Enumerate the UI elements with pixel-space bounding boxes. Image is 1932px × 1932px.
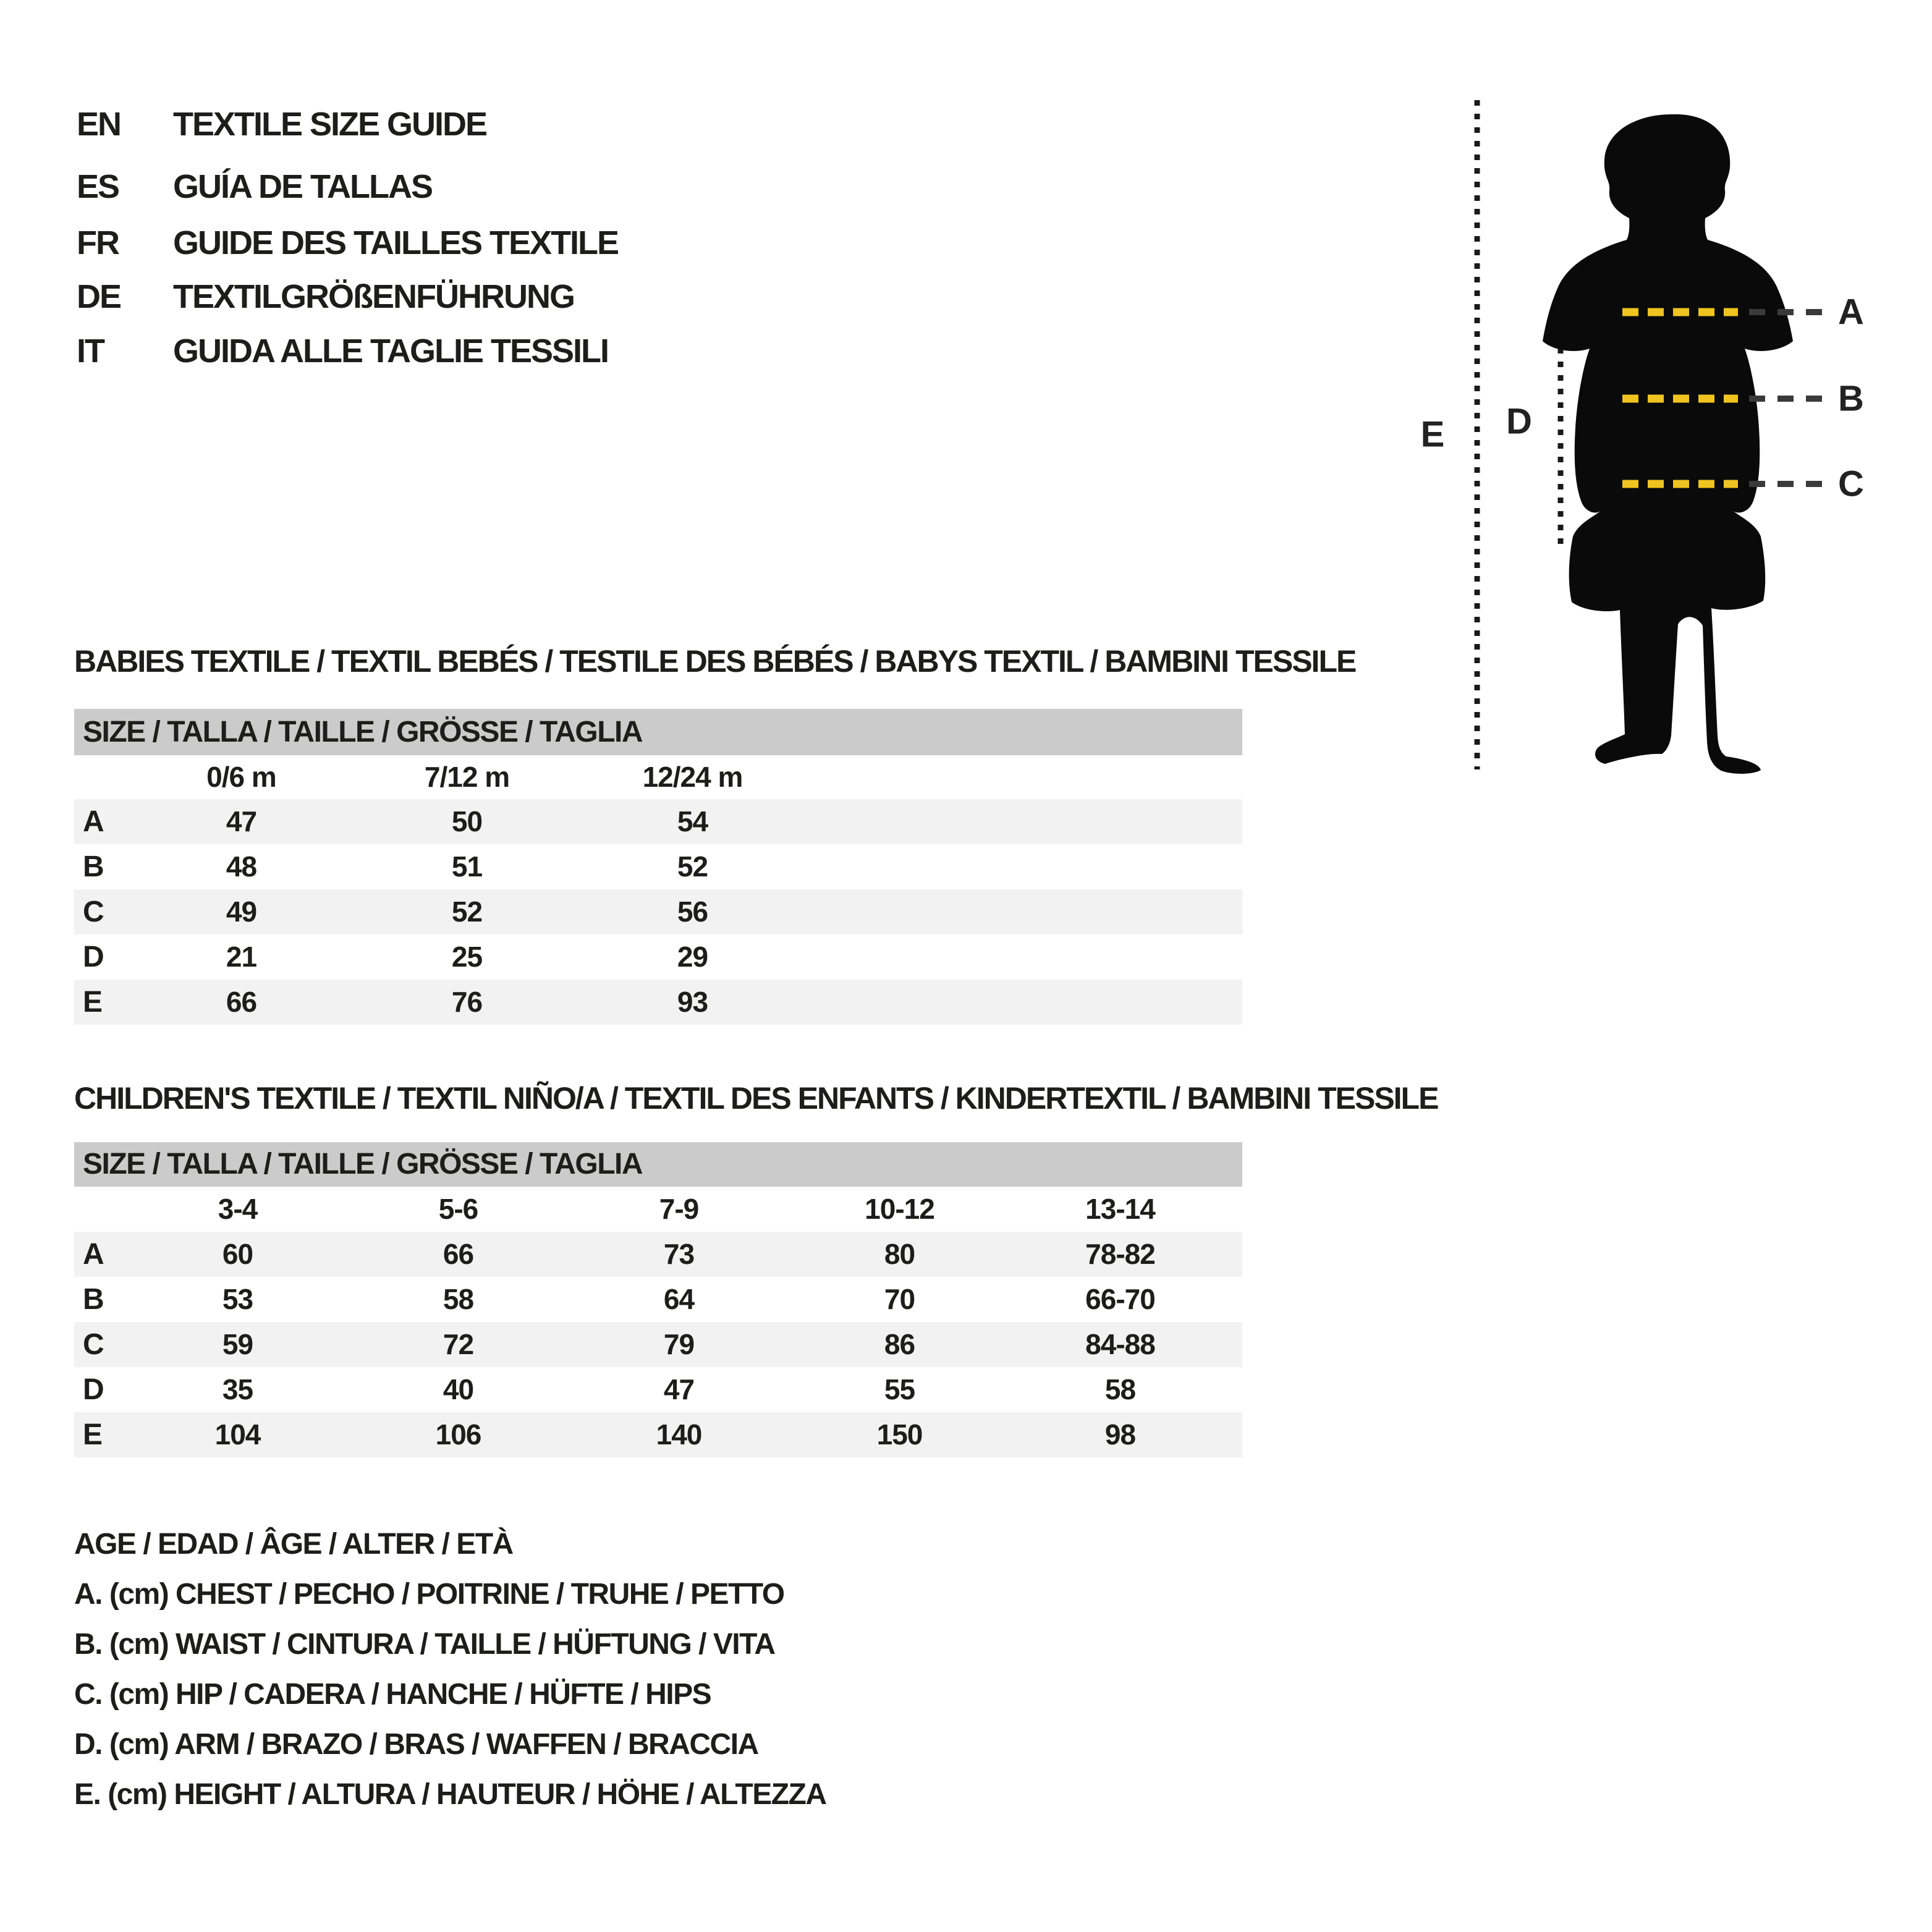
table-row — [74, 1367, 1242, 1412]
size-value: 49 — [226, 896, 257, 928]
size-value: 51 — [451, 850, 483, 883]
height-label: E — [1420, 414, 1445, 455]
guide-title-es: GUÍA DE TALLAS — [173, 168, 432, 205]
size-value: 40 — [443, 1373, 474, 1405]
guide-title-de: TEXTILGRÖßENFÜHRUNG — [173, 278, 574, 315]
table-row — [74, 799, 1242, 844]
row-label: A — [83, 1238, 104, 1271]
row-label: E — [83, 1418, 103, 1451]
babies-size-table — [74, 709, 1242, 1025]
size-value: 29 — [677, 941, 708, 973]
hip-label: C — [1838, 464, 1864, 504]
size-value: 98 — [1104, 1418, 1136, 1451]
row-label — [74, 1187, 127, 1232]
language-code: FR — [77, 224, 119, 261]
size-value: 84-88 — [1085, 1328, 1155, 1360]
size-value: 56 — [677, 896, 708, 928]
language-code: IT — [77, 333, 104, 370]
row-label: E — [83, 986, 103, 1019]
children-section-title: CHILDREN'S TEXTILE / TEXTIL NIÑO/A / TEXTIL DES ENFANTS / KINDERTEXTIL / BAMBINI TESSILE — [74, 1081, 1438, 1116]
measurement-legend — [74, 1519, 826, 1820]
size-value: 54 — [677, 805, 708, 837]
table-row — [74, 934, 1242, 980]
legend-arm-line: D. (cm) ARM / BRAZO / BRAS / WAFFEN / BRACCIA — [74, 1728, 758, 1761]
size-value: 86 — [884, 1328, 915, 1360]
column-header: 7/12 m — [424, 761, 510, 793]
row-label: D — [83, 1373, 104, 1406]
guide-title-en: TEXTILE SIZE GUIDE — [173, 106, 487, 143]
size-value: 55 — [884, 1373, 915, 1405]
guide-title-it: GUIDA ALLE TAGLIE TESSILI — [173, 333, 608, 370]
size-value: 48 — [226, 850, 257, 883]
row-label — [74, 755, 129, 799]
size-value: 104 — [214, 1418, 261, 1451]
size-value: 58 — [1104, 1373, 1136, 1405]
size-value: 73 — [663, 1238, 695, 1270]
size-value: 52 — [677, 850, 708, 883]
row-label: C — [83, 1328, 104, 1361]
column-header: 13-14 — [1085, 1193, 1155, 1225]
row-label: A — [83, 805, 104, 838]
size-value: 93 — [677, 986, 708, 1018]
size-value: 64 — [663, 1283, 695, 1315]
size-value: 50 — [451, 805, 483, 837]
size-value: 58 — [443, 1283, 474, 1315]
row-label: B — [83, 1283, 104, 1316]
legend-waist-line: B. (cm) WAIST / CINTURA / TAILLE / HÜFTUNG / VITA — [74, 1628, 775, 1661]
legend-age-line: AGE / EDAD / ÂGE / ALTER / ETÀ — [74, 1528, 513, 1561]
legend-height-line: E. (cm) HEIGHT / ALTURA / HAUTEUR / HÖHE / ALTEZZA — [74, 1778, 826, 1811]
table-row — [74, 1232, 1242, 1277]
children-size-table — [74, 1142, 1242, 1457]
language-code: DE — [77, 278, 121, 315]
size-value: 47 — [226, 805, 257, 837]
size-value: 47 — [663, 1373, 695, 1405]
guide-title-fr: GUIDE DES TAILLES TEXTILE — [173, 224, 619, 261]
size-value: 66 — [443, 1238, 474, 1270]
row-label: D — [83, 941, 104, 973]
babies-section-title: BABIES TEXTILE / TEXTIL BEBÉS / TESTILE DES BÉBÉS / BABYS TEXTIL / BAMBINI TESSILE — [74, 644, 1356, 679]
column-header: 12/24 m — [642, 761, 743, 793]
arm-label: D — [1506, 401, 1532, 442]
row-label: C — [83, 896, 104, 928]
column-header: 0/6 m — [206, 761, 276, 793]
table-row — [74, 1412, 1242, 1457]
column-header: 3-4 — [218, 1193, 258, 1225]
language-code: ES — [77, 168, 119, 205]
babies-size-header-bar: SIZE / TALLA / TAILLE / GRÖSSE / TAGLIA — [74, 709, 1242, 755]
language-code: EN — [77, 106, 121, 143]
size-value: 35 — [222, 1373, 253, 1405]
size-value: 106 — [435, 1418, 481, 1451]
column-header: 5-6 — [438, 1193, 478, 1225]
size-value: 66 — [226, 986, 257, 1018]
chest-label: A — [1838, 292, 1864, 333]
size-value: 60 — [222, 1238, 253, 1270]
child-silhouette-icon — [1543, 114, 1793, 774]
size-value: 150 — [876, 1418, 923, 1451]
table-row — [74, 844, 1242, 889]
size-value: 76 — [451, 986, 483, 1018]
size-value: 66-70 — [1085, 1283, 1155, 1315]
size-value: 140 — [656, 1418, 702, 1451]
row-label: B — [83, 850, 104, 883]
table-row — [74, 889, 1242, 934]
legend-chest-line: A. (cm) CHEST / PECHO / POITRINE / TRUHE / PETTO — [74, 1578, 784, 1611]
column-header: 10-12 — [865, 1193, 934, 1225]
size-value: 21 — [226, 941, 257, 973]
size-value: 78-82 — [1085, 1238, 1155, 1270]
legend-hip-line: C. (cm) HIP / CADERA / HANCHE / HÜFTE / HIPS — [74, 1678, 711, 1711]
table-row — [74, 1322, 1242, 1367]
size-value: 80 — [884, 1238, 915, 1270]
table-row — [74, 1277, 1242, 1322]
size-value: 72 — [443, 1328, 474, 1360]
size-value: 59 — [222, 1328, 253, 1360]
child-measurement-diagram — [1378, 87, 1932, 902]
size-value: 79 — [663, 1328, 695, 1360]
babies-column-header-row — [74, 755, 1242, 799]
children-size-header-bar: SIZE / TALLA / TAILLE / GRÖSSE / TAGLIA — [74, 1142, 1242, 1187]
column-header: 7-9 — [659, 1193, 699, 1225]
children-column-header-row — [74, 1187, 1242, 1232]
table-row — [74, 980, 1242, 1025]
size-value: 53 — [222, 1283, 253, 1315]
size-value: 52 — [451, 896, 483, 928]
size-value: 25 — [451, 941, 483, 973]
size-value: 70 — [884, 1283, 915, 1315]
waist-label: B — [1838, 378, 1864, 419]
